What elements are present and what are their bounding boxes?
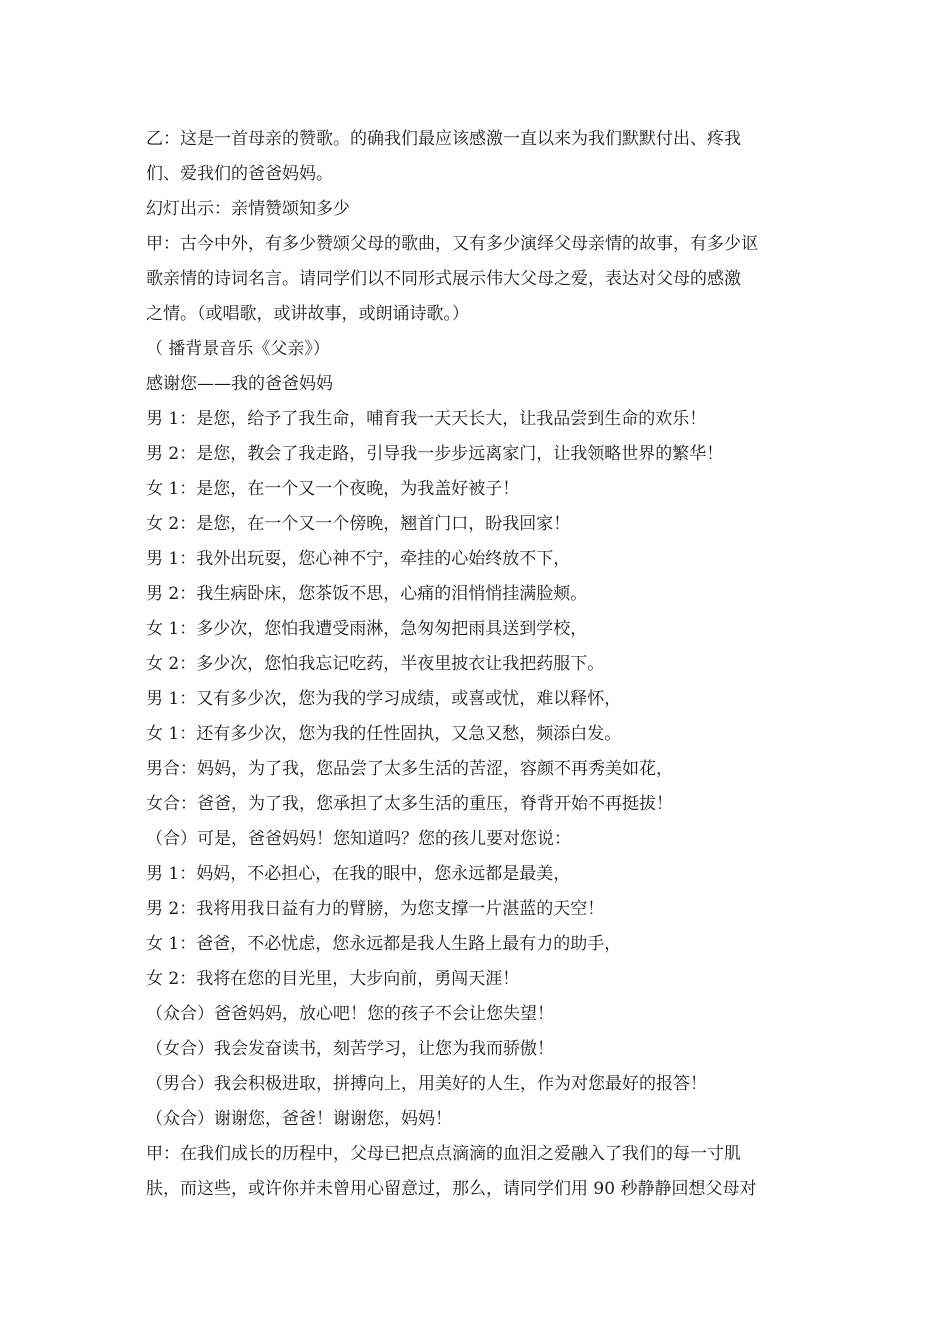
paragraph — [146, 367, 818, 402]
text-line: 甲：古今中外，有多少赞颂父母的歌曲，又有多少演绎父母亲情的故事，有多少讴 — [146, 234, 758, 254]
text-line: 男 2：我将用我日益有力的臂膀，为您支撑一片湛蓝的天空！ — [146, 899, 605, 919]
text-line: （众合）谢谢您，爸爸！谢谢您，妈妈！ — [146, 1109, 452, 1129]
paragraph — [146, 437, 818, 472]
paragraph — [146, 822, 818, 857]
paragraph — [146, 122, 818, 192]
text-line: 感谢您——我的爸爸妈妈 — [146, 374, 333, 394]
text-line: 幻灯出示：亲情赞颂知多少 — [146, 199, 350, 219]
text-line: 女 2：我将在您的目光里，大步向前，勇闯天涯！ — [146, 969, 520, 989]
paragraph — [146, 717, 818, 752]
text-line: 男 1：是您，给予了我生命，哺育我一天天长大，让我品尝到生命的欢乐！ — [146, 409, 707, 429]
paragraph — [146, 472, 818, 507]
paragraph — [146, 332, 818, 367]
paragraph — [146, 927, 818, 962]
paragraph — [146, 192, 818, 227]
paragraph — [146, 227, 818, 332]
text-line: 甲：在我们成长的历程中，父母已把点点滴滴的血泪之爱融入了我们的每一寸肌 — [146, 1144, 741, 1164]
paragraph — [146, 682, 818, 717]
paragraph — [146, 857, 818, 892]
paragraph — [146, 577, 818, 612]
text-line: 女 2：是您，在一个又一个傍晚，翘首门口，盼我回家！ — [146, 514, 571, 534]
text-line: 乙：这是一首母亲的赞歌。的确我们最应该感激一直以来为我们默默付出、疼我 — [146, 129, 741, 149]
paragraph — [146, 402, 818, 437]
text-line: 女 1：爸爸，不必忧虑，您永远都是我人生路上最有力的助手， — [146, 934, 622, 954]
text-line: 之情。（或唱歌，或讲故事，或朗诵诗歌。） — [146, 304, 469, 324]
text-line: 女合：爸爸，为了我，您承担了太多生活的重压，脊背开始不再挺拔！ — [146, 794, 673, 814]
text-line: 男 1：妈妈，不必担心，在我的眼中，您永远都是最美， — [146, 864, 571, 884]
paragraph — [146, 1102, 818, 1137]
paragraph — [146, 752, 818, 787]
text-line: （男合）我会积极进取，拼搏向上，用美好的人生，作为对您最好的报答！ — [146, 1074, 707, 1094]
document-body — [146, 122, 818, 1207]
text-line: 肤，而这些，或许你并未曾用心留意过，那么，请同学们用 90 秒静静回想父母对 — [146, 1179, 757, 1199]
paragraph — [146, 1032, 818, 1067]
text-line: 女 1：多少次，您怕我遭受雨淋，急匆匆把雨具送到学校， — [146, 619, 588, 639]
text-line: 歌亲情的诗词名言。请同学们以不同形式展示伟大父母之爱，表达对父母的感激 — [146, 269, 741, 289]
text-line: 男 2：我生病卧床，您茶饭不思，心痛的泪悄悄挂满脸颊。 — [146, 584, 588, 604]
paragraph — [146, 542, 818, 577]
text-line: 女 1：还有多少次，您为我的任性固执，又急又愁，频添白发。 — [146, 724, 622, 744]
paragraph — [146, 612, 818, 647]
text-line: 男 2：是您，教会了我走路，引导我一步步远离家门，让我领略世界的繁华！ — [146, 444, 724, 464]
paragraph — [146, 997, 818, 1032]
text-line: 男合：妈妈，为了我，您品尝了太多生活的苦涩，容颜不再秀美如花， — [146, 759, 673, 779]
text-line: （ 播背景音乐《父亲》） — [146, 339, 330, 359]
paragraph — [146, 647, 818, 682]
text-line: 男 1：又有多少次，您为我的学习成绩，或喜或忧，难以释怀， — [146, 689, 622, 709]
text-line: （众合）爸爸妈妈，放心吧！您的孩子不会让您失望！ — [146, 1004, 554, 1024]
paragraph — [146, 1067, 818, 1102]
text-line: （女合）我会发奋读书，刻苦学习，让您为我而骄傲！ — [146, 1039, 554, 1059]
text-line: 女 2：多少次，您怕我忘记吃药，半夜里披衣让我把药服下。 — [146, 654, 605, 674]
text-line: 女 1：是您，在一个又一个夜晚，为我盖好被子！ — [146, 479, 520, 499]
text-line: 男 1：我外出玩耍，您心神不宁，牵挂的心始终放不下， — [146, 549, 571, 569]
paragraph — [146, 962, 818, 997]
paragraph — [146, 892, 818, 927]
paragraph — [146, 787, 818, 822]
text-line: 们、爱我们的爸爸妈妈。 — [146, 164, 333, 184]
paragraph — [146, 507, 818, 542]
paragraph — [146, 1137, 818, 1207]
text-line: （合）可是，爸爸妈妈！您知道吗？您的孩儿要对您说： — [146, 829, 571, 849]
